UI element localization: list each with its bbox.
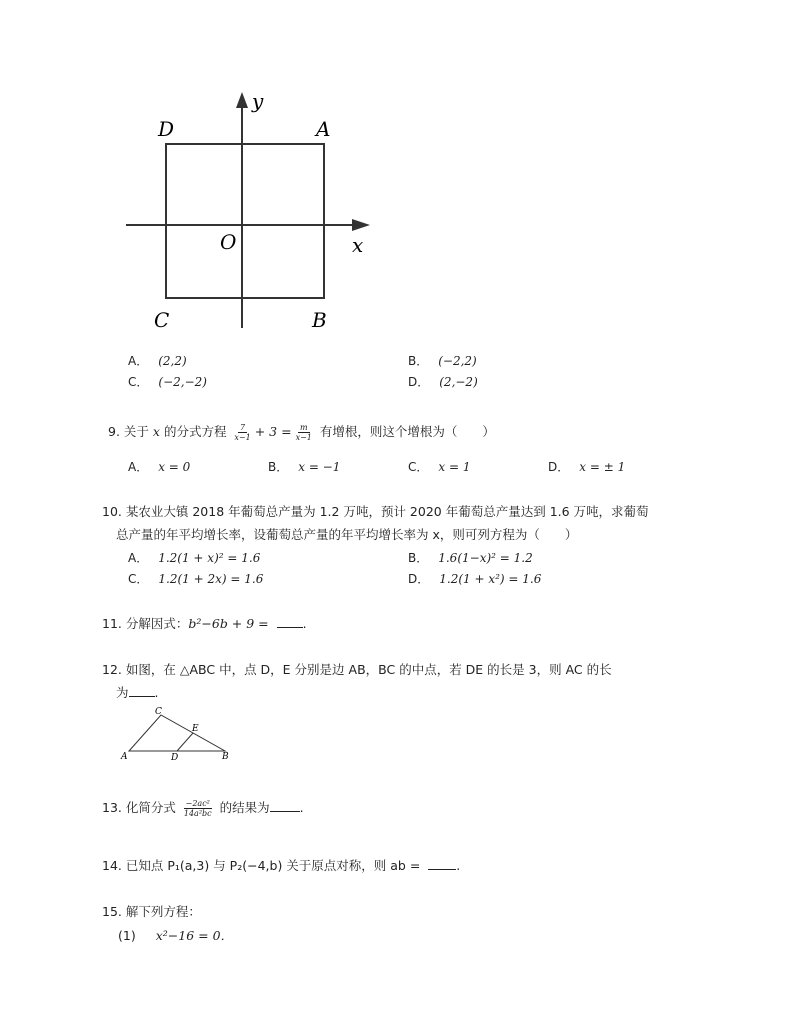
q10-line1: 某农业大镇 2018 年葡萄总产量为 1.2 万吨，预计 2020 年葡萄总产量达到 1.6 万吨，求葡萄 xyxy=(125,504,649,519)
q11-text: 分解因式： xyxy=(125,616,189,631)
option-value: (−2,2) xyxy=(438,354,477,368)
question-number: 15. xyxy=(102,904,122,919)
q13-fraction: $\frac{\text{−2ac²}}{\text{14a²bc}}$ xyxy=(183,799,212,818)
q12-line2-text: 为 xyxy=(116,685,129,700)
option-letter: D． xyxy=(408,572,430,586)
segment-DE xyxy=(177,733,193,751)
coordinate-square-figure xyxy=(120,88,380,338)
q12-end: . xyxy=(154,685,159,700)
option-value: 1.2(1 + x)² = 1.6 xyxy=(158,551,261,565)
answer-blank[interactable] xyxy=(270,799,300,812)
answer-blank[interactable] xyxy=(277,615,303,628)
q15-sub-1 xyxy=(118,926,233,944)
option-letter: C． xyxy=(128,572,149,586)
option-letter: A． xyxy=(128,551,149,565)
question-15 xyxy=(102,902,201,920)
option-value: x = 1 xyxy=(438,460,471,474)
question-12 xyxy=(102,660,612,678)
tri-label-D: D xyxy=(171,753,179,763)
q15-text: 解下列方程： xyxy=(125,904,201,919)
label-x: x xyxy=(352,233,364,257)
q13-post: 的结果为 xyxy=(219,800,270,815)
label-D: D xyxy=(158,117,175,141)
question-11 xyxy=(102,614,307,632)
q13-end: . xyxy=(299,800,304,815)
q9-fraction-1: $\frac{7}{x-1}$ xyxy=(234,423,251,442)
option-letter: A． xyxy=(128,354,149,368)
q9-option-b[interactable] xyxy=(268,458,340,475)
q11-expr: b²−6b + 9 = xyxy=(188,616,269,631)
q10-line2: 总产量的年平均增长率，设葡萄总产量的年平均增长率为 x，则可列方程为（ ） xyxy=(116,527,578,542)
q9-option-d[interactable] xyxy=(548,458,625,475)
q10-option-a[interactable] xyxy=(128,549,260,566)
question-14 xyxy=(102,856,460,874)
x-axis-arrow xyxy=(352,219,370,231)
q10-option-c[interactable] xyxy=(128,570,263,587)
option-letter: B． xyxy=(408,354,429,368)
question-number: 14. xyxy=(102,858,122,873)
option-value: (2,−2) xyxy=(439,375,478,389)
q9-pre: 关于 xyxy=(123,424,153,439)
q9-plus3: + 3 = xyxy=(254,424,292,439)
q12-line1: 如图，在 △ABC 中，点 D，E 分别是边 AB，BC 的中点，若 DE 的长是 3，则 AC 的长 xyxy=(125,662,612,677)
q8-option-b[interactable] xyxy=(408,352,477,369)
option-letter: A． xyxy=(128,460,149,474)
q9-mid: 的分式方程 xyxy=(159,424,231,439)
option-value: (−2,−2) xyxy=(158,375,207,389)
q8-option-c[interactable] xyxy=(128,373,207,390)
q8-option-a[interactable] xyxy=(128,352,187,369)
label-C: C xyxy=(154,308,170,332)
question-number: 9. xyxy=(108,424,120,439)
option-value: 1.6(1−x)² = 1.2 xyxy=(438,551,533,565)
option-value: (2,2) xyxy=(158,354,187,368)
option-letter: D． xyxy=(548,460,570,474)
option-letter: D． xyxy=(408,375,430,389)
sub-label: (1) xyxy=(118,928,136,943)
q9-var: x xyxy=(152,424,160,439)
question-10 xyxy=(102,502,649,520)
question-number: 12. xyxy=(102,662,122,677)
q9-post: 有增根，则这个增根为（ ） xyxy=(315,424,495,439)
label-A: A xyxy=(316,117,331,141)
question-9 xyxy=(108,422,495,442)
q13-text: 化简分式 xyxy=(125,800,176,815)
question-number: 10. xyxy=(102,504,122,519)
sub-expr: x²−16 = 0． xyxy=(155,928,234,943)
q11-end: . xyxy=(302,616,307,631)
tri-label-A: A xyxy=(121,752,128,762)
q14-end: . xyxy=(456,858,461,873)
tri-label-C: C xyxy=(155,707,162,717)
option-value: x = −1 xyxy=(298,460,341,474)
option-value: x = ± 1 xyxy=(579,460,626,474)
option-letter: C． xyxy=(408,460,429,474)
option-value: 1.2(1 + x²) = 1.6 xyxy=(439,572,542,586)
option-letter: B． xyxy=(268,460,289,474)
q9-fraction-2: $\frac{m}{x-1}$ xyxy=(295,423,312,442)
answer-blank[interactable] xyxy=(129,684,155,697)
y-axis-arrow xyxy=(236,92,248,108)
label-B: B xyxy=(312,308,327,332)
triangle-ABC xyxy=(129,715,225,751)
triangle-figure xyxy=(116,704,236,764)
tri-label-E: E xyxy=(192,724,199,734)
question-number: 11. xyxy=(102,616,122,631)
q12-line2 xyxy=(116,683,159,701)
q10-option-d[interactable] xyxy=(408,570,541,587)
question-number: 13. xyxy=(102,800,122,815)
square-ABCD xyxy=(166,144,324,298)
q9-option-a[interactable] xyxy=(128,458,190,475)
tri-label-B: B xyxy=(222,752,229,762)
option-value: x = 0 xyxy=(158,460,191,474)
q14-text: 已知点 P₁(a,3) 与 P₂(−4,b) 关于原点对称，则 ab = xyxy=(125,858,421,873)
option-letter: B． xyxy=(408,551,429,565)
q10-option-b[interactable] xyxy=(408,549,533,566)
answer-blank[interactable] xyxy=(428,857,456,870)
q9-option-c[interactable] xyxy=(408,458,470,475)
option-value: 1.2(1 + 2x) = 1.6 xyxy=(158,572,264,586)
label-y: y xyxy=(252,89,264,113)
label-O: O xyxy=(220,230,237,254)
q8-option-d[interactable] xyxy=(408,373,478,390)
option-letter: C． xyxy=(128,375,149,389)
question-13 xyxy=(102,798,304,818)
